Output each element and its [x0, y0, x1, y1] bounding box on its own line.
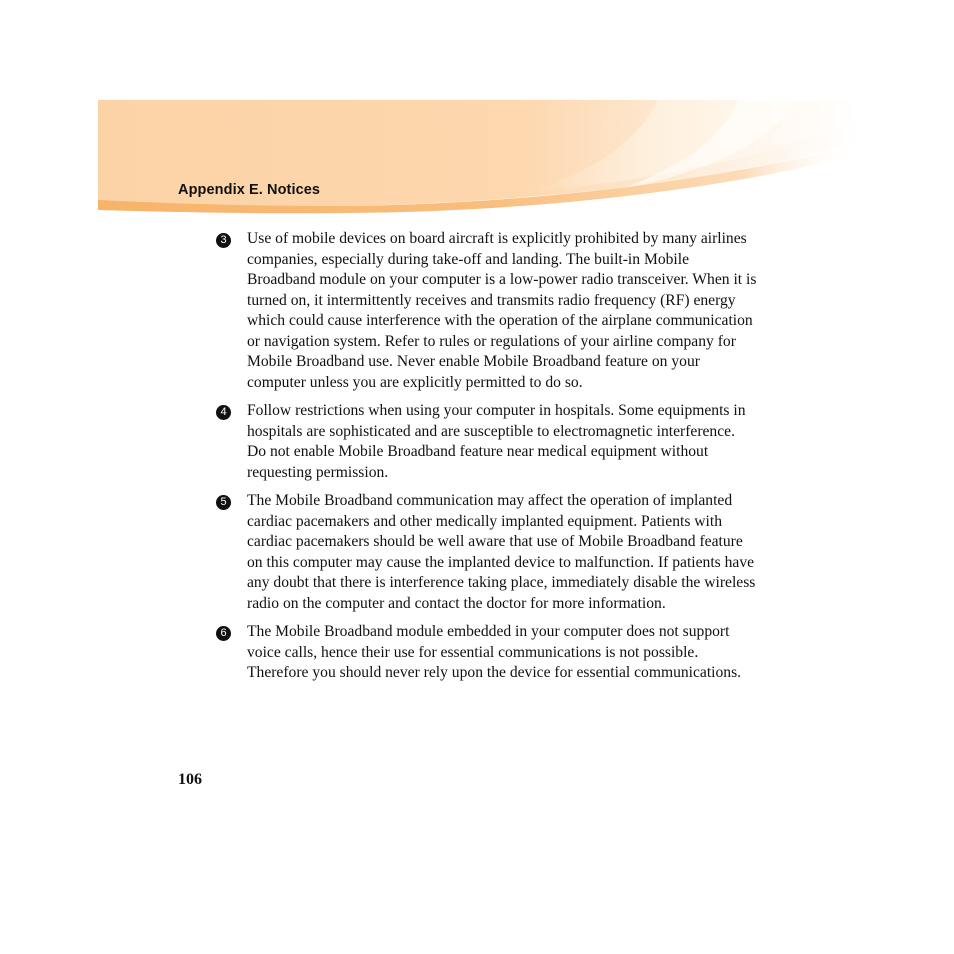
notice-item [215, 401, 760, 483]
notice-text: The Mobile Broadband module embedded in your computer does not support voice calls, hence their use for essential communications is not possible. Therefore you should never rely upon the device for essential communications. [247, 623, 742, 681]
notice-text: Use of mobile devices on board aircraft is explicitly prohibited by many airlines companies, especially during take-off and landing. The built-in Mobile Broadband module on your computer is a low-power radio transceiver. When it is turned on, it intermittently receives and transmits radio frequency (RF) energy which could cause interference with the operation of the airplane communication or navigation system. Refer to rules or regulations of your airline company for Mobile Broadband use. Never enable Mobile Broadband feature on your computer unless you are explicitly permitted to do so. [247, 230, 757, 391]
number-badge-icon: 4 [216, 405, 231, 420]
notice-list [215, 229, 760, 692]
notice-item [215, 229, 760, 393]
notice-text: Follow restrictions when using your computer in hospitals. Some equipments in hospitals are sophisticated and are susceptible to electromagnetic interference. Do not enable Mobile Broadband feature near medical equipment without requesting permission. [247, 402, 746, 481]
notice-text: The Mobile Broadband communication may affect the operation of implanted cardiac pacemakers and other medically implanted equipment. Patients with cardiac pacemakers should be well aware that use of Mobile Broadband feature on this computer may cause the implanted device to malfunction. If patients have any doubt that there is interference taking place, immediately disable the wireless radio on the computer and contact the doctor for more information. [247, 492, 756, 612]
section-title: Appendix E. Notices [178, 182, 321, 198]
number-badge-icon: 3 [216, 233, 231, 248]
notice-item [215, 622, 760, 684]
notice-item [215, 491, 760, 614]
page-number: 106 [178, 771, 202, 788]
number-badge-icon: 6 [216, 626, 231, 641]
number-badge-icon: 5 [216, 495, 231, 510]
